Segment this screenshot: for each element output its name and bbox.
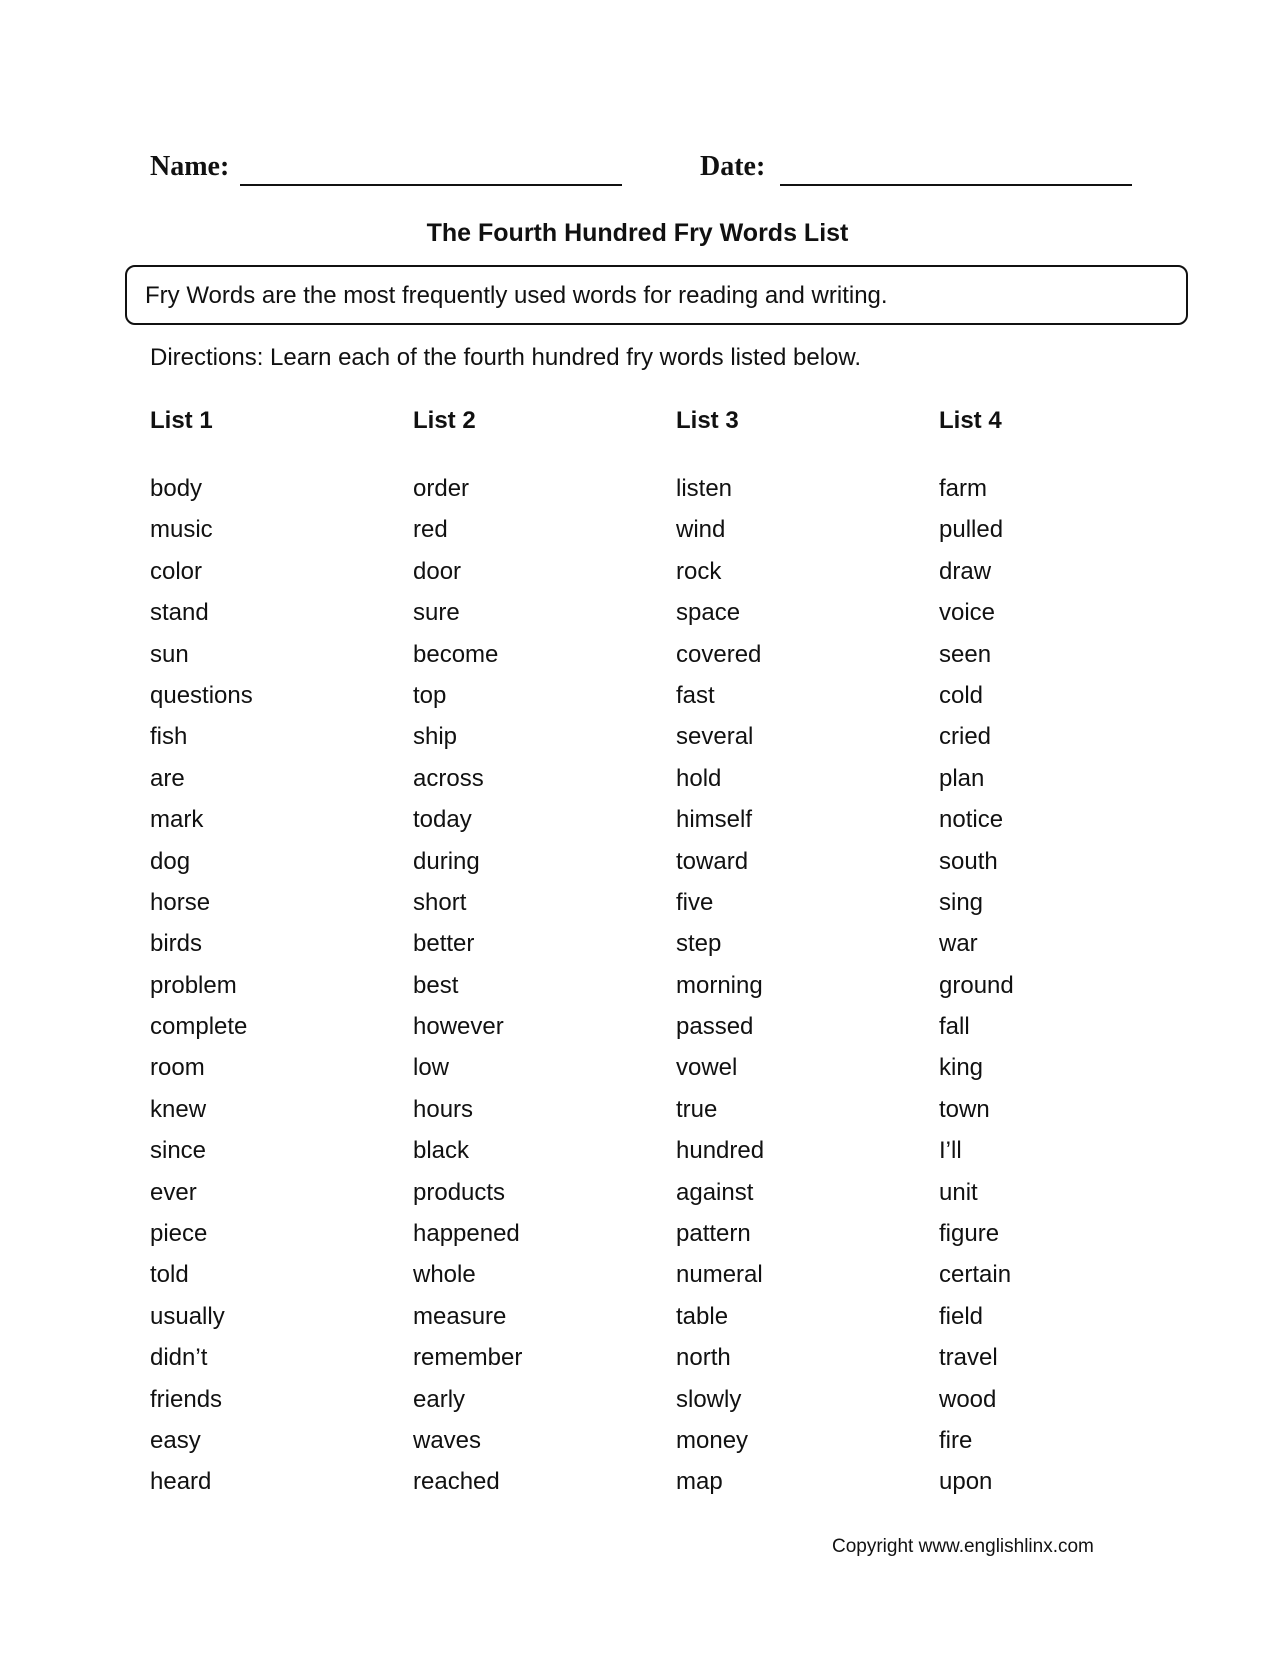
- word-item: unit: [939, 1178, 978, 1206]
- word-item: top: [413, 681, 447, 709]
- word-item: certain: [939, 1261, 1012, 1289]
- word-item: town: [939, 1095, 990, 1123]
- word-item: room: [150, 1054, 205, 1082]
- word-item: products: [413, 1178, 506, 1206]
- word-item: against: [676, 1178, 754, 1206]
- word-item: wood: [939, 1385, 997, 1413]
- word-item: across: [413, 764, 484, 792]
- word-item: wind: [676, 516, 726, 544]
- worksheet-title: The Fourth Hundred Fry Words List: [426, 219, 849, 247]
- list-title: List 2: [413, 407, 476, 434]
- word-list-2: [413, 406, 653, 1503]
- word-item: fire: [939, 1426, 973, 1454]
- word-item: space: [676, 599, 741, 627]
- word-item: figure: [939, 1220, 1000, 1248]
- word-item: notice: [939, 806, 1004, 834]
- word-item: farm: [939, 475, 987, 502]
- word-item: true: [676, 1095, 718, 1123]
- word-item: early: [413, 1385, 466, 1413]
- word-item: short: [413, 888, 467, 916]
- word-item: several: [676, 723, 754, 751]
- word-list-items: [413, 468, 653, 1503]
- word-item: reached: [413, 1468, 500, 1496]
- word-item: knew: [150, 1095, 207, 1123]
- date-label: Date:: [700, 151, 766, 182]
- word-item: complete: [150, 1013, 248, 1041]
- word-item: ground: [939, 971, 1014, 999]
- word-item: easy: [150, 1426, 201, 1454]
- word-item: five: [676, 888, 714, 916]
- word-item: happened: [413, 1220, 520, 1248]
- word-item: order: [413, 475, 470, 502]
- word-item: horse: [150, 888, 211, 916]
- word-item: body: [150, 475, 203, 502]
- word-item: pulled: [939, 516, 1004, 544]
- word-item: travel: [939, 1344, 998, 1372]
- word-item: fish: [150, 723, 188, 751]
- word-item: passed: [676, 1013, 754, 1041]
- word-item: listen: [676, 475, 733, 502]
- word-item: hold: [676, 764, 722, 792]
- word-item: are: [150, 764, 185, 792]
- word-item: ever: [150, 1178, 197, 1206]
- word-item: covered: [676, 640, 762, 668]
- list-title: List 4: [939, 407, 1002, 434]
- copyright-text: Copyright www.englishlinx.com: [832, 1536, 1094, 1557]
- word-item: war: [939, 930, 978, 958]
- word-item: hours: [413, 1095, 474, 1123]
- word-item: vowel: [676, 1054, 738, 1082]
- word-item: upon: [939, 1468, 993, 1496]
- name-blank-line[interactable]: [240, 184, 622, 186]
- word-list-3: [676, 406, 916, 1503]
- word-list-1: [150, 406, 390, 1503]
- word-item: fast: [676, 681, 715, 709]
- word-item: I’ll: [939, 1137, 962, 1165]
- word-item: better: [413, 930, 475, 958]
- word-list-items: [939, 468, 1179, 1503]
- word-item: problem: [150, 971, 237, 999]
- directions-text: Directions: Learn each of the fourth hundred fry words listed below.: [150, 344, 862, 371]
- word-item: piece: [150, 1220, 208, 1248]
- word-item: best: [413, 971, 459, 999]
- word-item: told: [150, 1261, 189, 1289]
- word-item: heard: [150, 1468, 212, 1496]
- word-item: plan: [939, 764, 985, 792]
- list-title: List 3: [676, 407, 739, 434]
- word-item: morning: [676, 971, 763, 999]
- word-item: during: [413, 847, 480, 875]
- word-item: cried: [939, 723, 992, 751]
- word-item: birds: [150, 930, 203, 958]
- word-list-4: [939, 406, 1179, 1503]
- word-item: ship: [413, 723, 458, 751]
- word-item: whole: [413, 1261, 476, 1289]
- word-item: today: [413, 806, 472, 834]
- word-item: seen: [939, 640, 992, 668]
- word-item: south: [939, 847, 998, 875]
- word-item: dog: [150, 847, 191, 875]
- word-item: however: [413, 1013, 504, 1041]
- word-item: didn’t: [150, 1344, 208, 1372]
- word-item: step: [676, 930, 722, 958]
- word-item: stand: [150, 599, 209, 627]
- word-item: music: [150, 516, 213, 544]
- word-item: toward: [676, 847, 749, 875]
- info-box-text: Fry Words are the most frequently used words for reading and writing.: [145, 282, 888, 309]
- word-item: hundred: [676, 1137, 765, 1165]
- word-item: voice: [939, 599, 996, 627]
- word-item: sure: [413, 599, 460, 627]
- info-box: [125, 265, 1188, 325]
- list-title: List 1: [150, 407, 213, 434]
- word-item: mark: [150, 806, 204, 834]
- word-item: color: [150, 557, 203, 585]
- word-item: low: [413, 1054, 450, 1082]
- date-blank-line[interactable]: [780, 184, 1132, 186]
- word-list-items: [676, 468, 916, 1503]
- word-list-items: [150, 468, 390, 1503]
- word-item: sing: [939, 888, 984, 916]
- word-item: since: [150, 1137, 207, 1165]
- word-item: door: [413, 557, 462, 585]
- word-item: friends: [150, 1385, 223, 1413]
- word-item: remember: [413, 1344, 523, 1372]
- word-item: rock: [676, 557, 722, 585]
- word-item: himself: [676, 806, 753, 834]
- word-item: measure: [413, 1302, 507, 1330]
- word-item: usually: [150, 1302, 225, 1330]
- word-item: north: [676, 1344, 731, 1372]
- word-item: draw: [939, 557, 992, 585]
- word-item: field: [939, 1302, 984, 1330]
- word-item: king: [939, 1054, 984, 1082]
- word-item: slowly: [676, 1385, 742, 1413]
- word-item: numeral: [676, 1261, 763, 1289]
- word-item: black: [413, 1137, 470, 1165]
- word-item: map: [676, 1468, 723, 1496]
- word-item: sun: [150, 640, 189, 668]
- word-item: questions: [150, 681, 253, 709]
- name-label: Name:: [150, 151, 230, 182]
- word-item: money: [676, 1426, 749, 1454]
- word-item: waves: [413, 1426, 482, 1454]
- word-item: become: [413, 640, 499, 668]
- word-item: red: [413, 516, 448, 544]
- word-item: cold: [939, 681, 984, 709]
- word-item: table: [676, 1302, 729, 1330]
- word-item: pattern: [676, 1220, 751, 1248]
- word-item: fall: [939, 1013, 970, 1041]
